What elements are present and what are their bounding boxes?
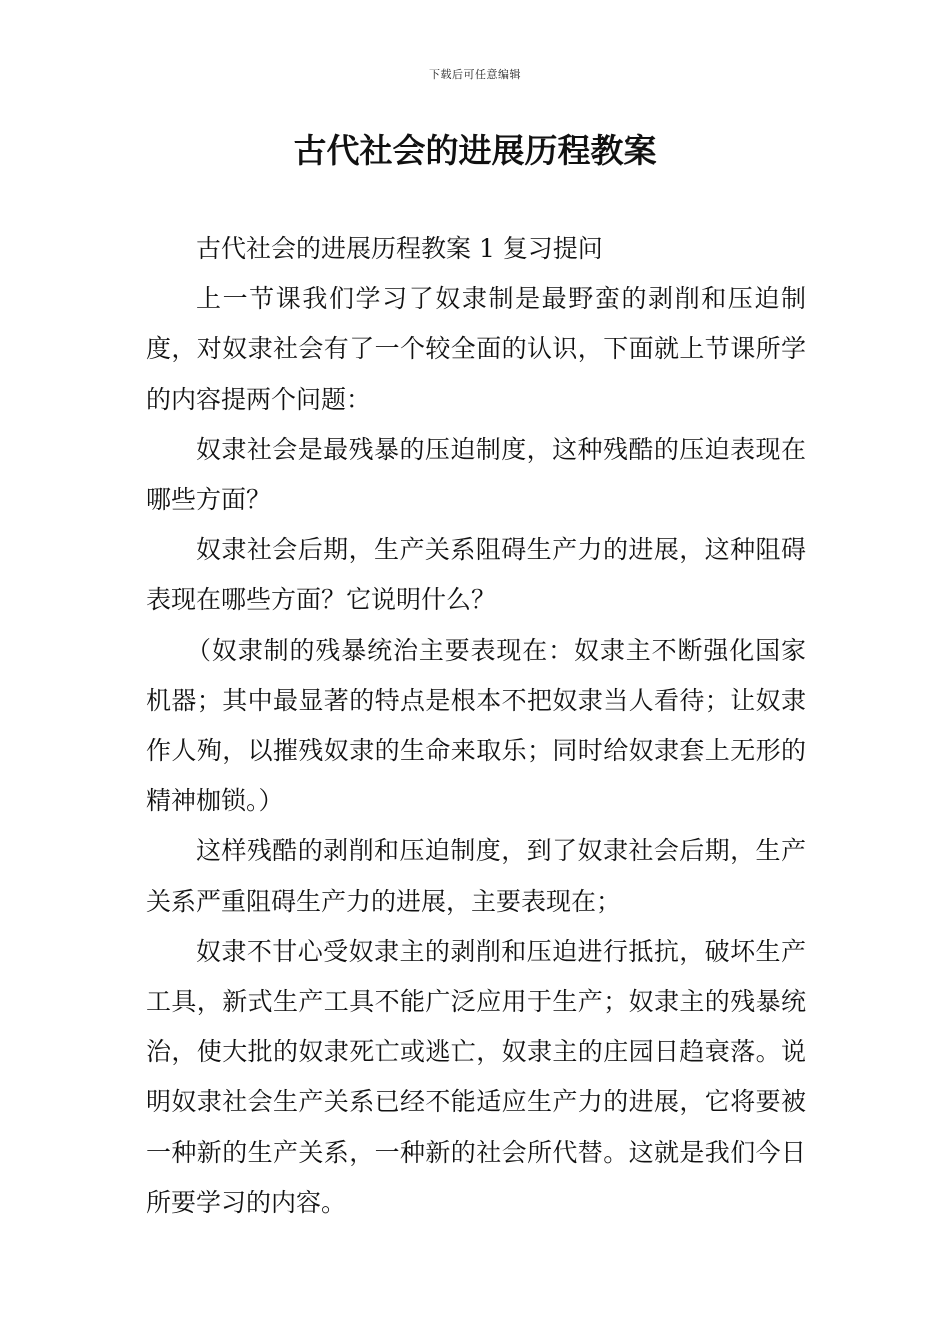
paragraph-question: 奴隶社会后期，生产关系阻碍生产力的进展，这种阻碍表现在哪些方面？它说明什么？ — [146, 535, 806, 615]
document-title: 古代社会的进展历程教案 — [293, 131, 657, 170]
document-body — [146, 224, 806, 1228]
paragraph-heading: 古代社会的进展历程教案 1 复习提问 — [196, 234, 603, 263]
paragraph: 这样残酷的剥削和压迫制度，到了奴隶社会后期，生产关系严重阻碍生产力的进展，主要表现在； — [146, 836, 806, 916]
paragraph: 上一节课我们学习了奴隶制是最野蛮的剥削和压迫制度，对奴隶社会有了一个较全面的认识，下面就上节课所学的内容提两个问题： — [146, 284, 806, 414]
paragraph-question: 奴隶社会是最残暴的压迫制度，这种残酷的压迫表现在哪些方面？ — [146, 434, 806, 515]
header-note: 下载后可任意编辑 — [429, 68, 521, 81]
paragraph: 奴隶不甘心受奴隶主的剥削和压迫进行抵抗，破坏生产工具，新式生产工具不能广泛应用于生产；奴隶主的残暴统治，使大批的奴隶死亡或逃亡，奴隶主的庄园日趋衰落。说明奴隶社会生产关系已经不能适应生产力的进展，它将要被一种新的生产关系，一种新的社会所代替。这就是我们今日所要学习的内容。 — [146, 936, 806, 1217]
paragraph-answer: （奴隶制的残暴统治主要表现在：奴隶主不断强化国家机器；其中最显著的特点是根本不把奴隶当人看待；让奴隶作人殉，以摧残奴隶的生命来取乐；同时给奴隶套上无形的精神枷锁。） — [146, 635, 806, 816]
